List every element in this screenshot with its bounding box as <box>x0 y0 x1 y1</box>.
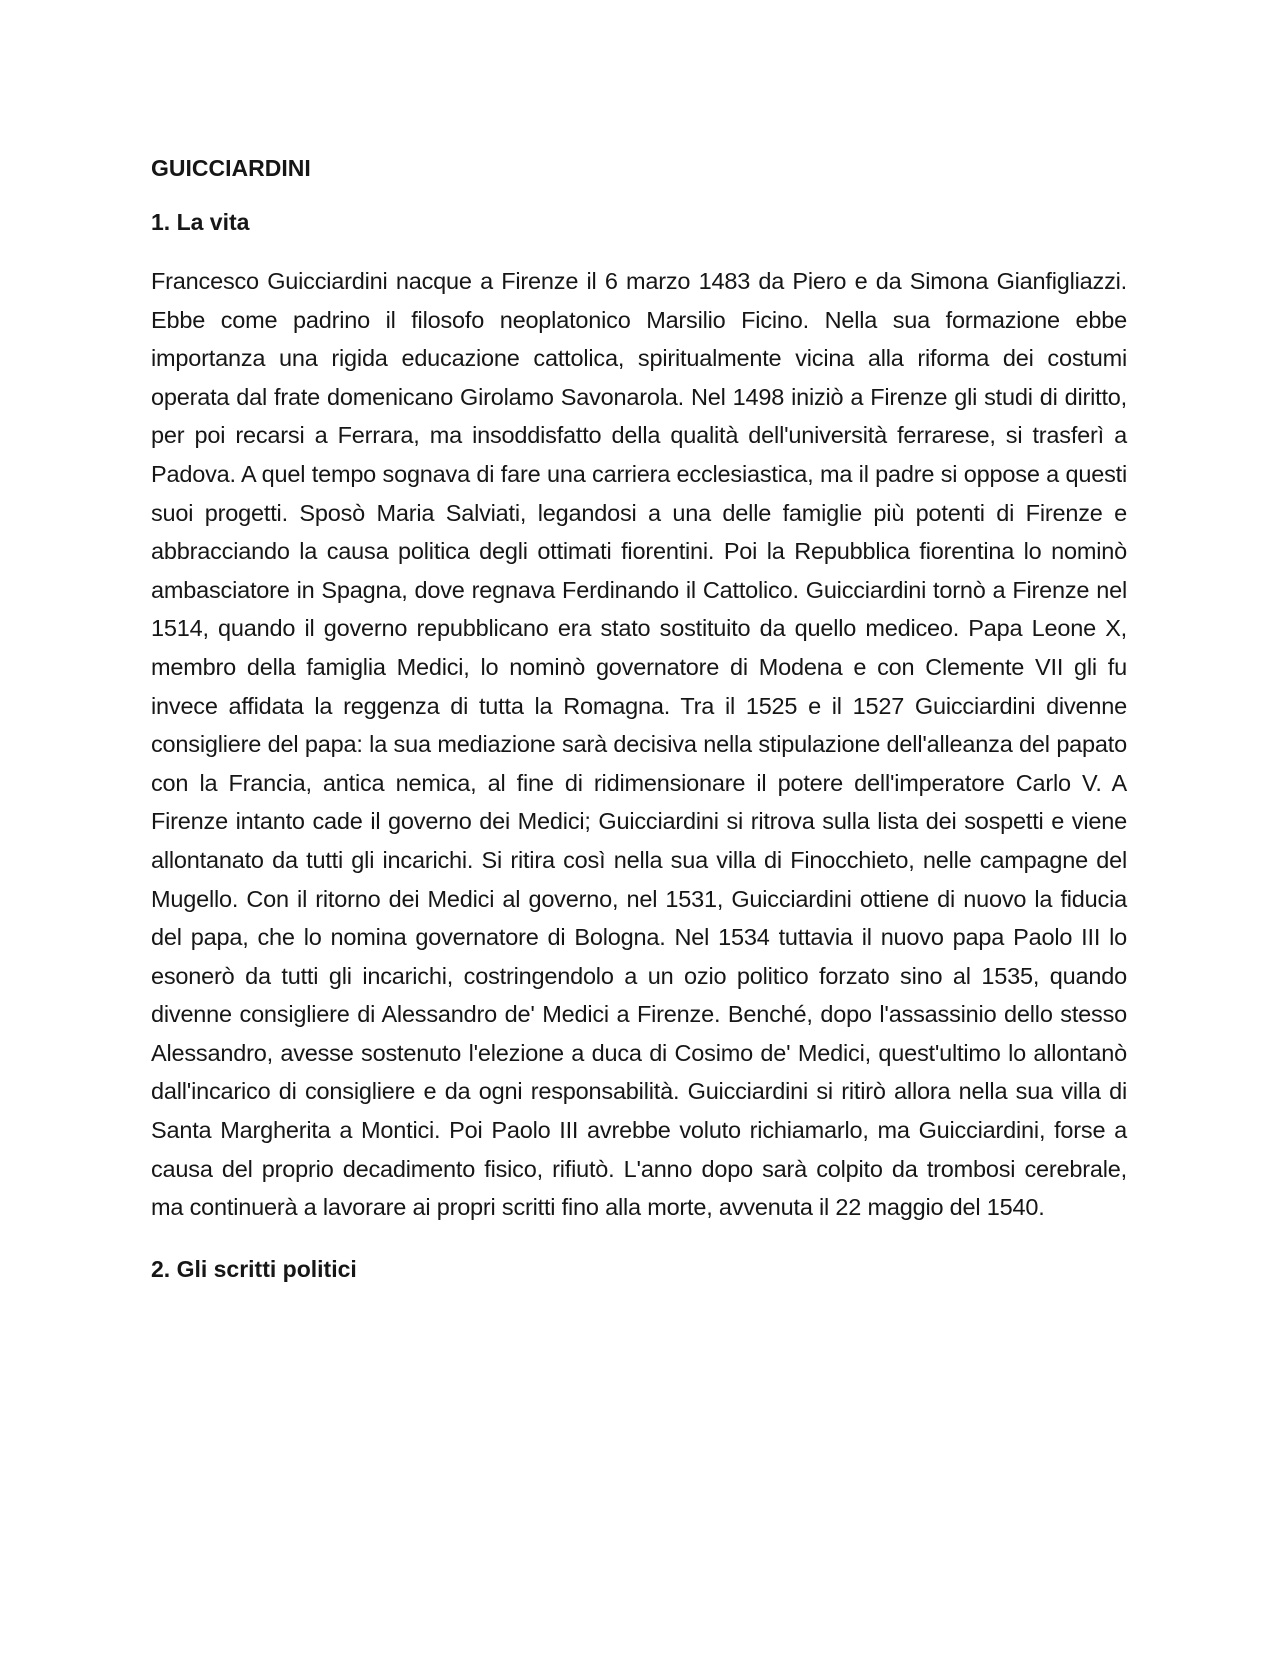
document-content <box>151 152 1127 1309</box>
section-heading-scritti-politici: 2. Gli scritti politici <box>151 1255 357 1282</box>
document-title: GUICCIARDINI <box>151 155 311 181</box>
section-heading-la-vita: 1. La vita <box>151 209 250 235</box>
paragraph-la-vita: Francesco Guicciardini nacque a Firenze il 6 marzo 1483 da Piero e da Simona Gianfigliazzi. Ebbe come padrino il filosofo neoplatonico Marsilio Ficino. Nella sua formazione ebbe importanza una rigida educazione cattolica, spiritualmente vicina alla riforma dei costumi operata dal frate domenicano Girolamo Savonarola. Nel 1498 iniziò a Firenze gli studi di diritto, per poi recarsi a Ferrara, ma insoddisfatto della qualità dell'università ferrarese, si trasferì a Padova. A quel tempo sognava di fare una carriera ecclesiastica, ma il padre si oppose a questi suoi progetti. Sposò Maria Salviati, legandosi a una delle famiglie più potenti di Firenze e abbracciando la causa politica degli ottimati fiorentini. Poi la Repubblica fiorentina lo nominò ambasciatore in Spagna, dove regnava Ferdinando il Cattolico. Guicciardini tornò a Firenze nel 1514, quando il governo repubblicano era stato sostituito da quello mediceo. Papa Leone X, membro della famiglia Medici, lo nominò governatore di Modena e con Clemente VII gli fu invece affidata la reggenza di tutta la Romagna. Tra il 1525 e il 1527 Guicciardini divenne consigliere del papa: la sua mediazione sarà decisiva nella stipulazione dell'alleanza del papato con la Francia, antica nemica, al fine di ridimensionare il potere dell'imperatore Carlo V. A Firenze intanto cade il governo dei Medici; Guicciardini si ritrova sulla lista dei sospetti e viene allontanato da tutti gli incarichi. Si ritira così nella sua villa di Finocchieto, nelle campagne del Mugello. Con il ritorno dei Medici al governo, nel 1531, Guicciardini ottiene di nuovo la fiducia del papa, che lo nomina governatore di Bologna. Nel 1534 tuttavia il nuovo papa Paolo III lo esonerò da tutti gli incarichi, costringendolo a un ozio politico forzato sino al 1535, quando divenne consigliere di Alessandro de' Medici a Firenze. Benché, dopo l'assassinio dello stesso Alessandro, avesse sostenuto l'elezione a duca di Cosimo de' Medici, quest'ultimo lo allontanò dall'incarico di consigliere e da ogni responsabilità. Guicciardini si ritirò allora nella sua villa di Santa Margherita a Montici. Poi Paolo III avrebbe voluto richiamarlo, ma Guicciardini, forse a causa del proprio decadimento fisico, rifiutò. L'anno dopo sarà colpito da trombosi cerebrale, ma continuerà a lavorare ai propri scritti fino alla morte, avvenuta il 22 maggio del 1540. <box>151 268 1127 1221</box>
